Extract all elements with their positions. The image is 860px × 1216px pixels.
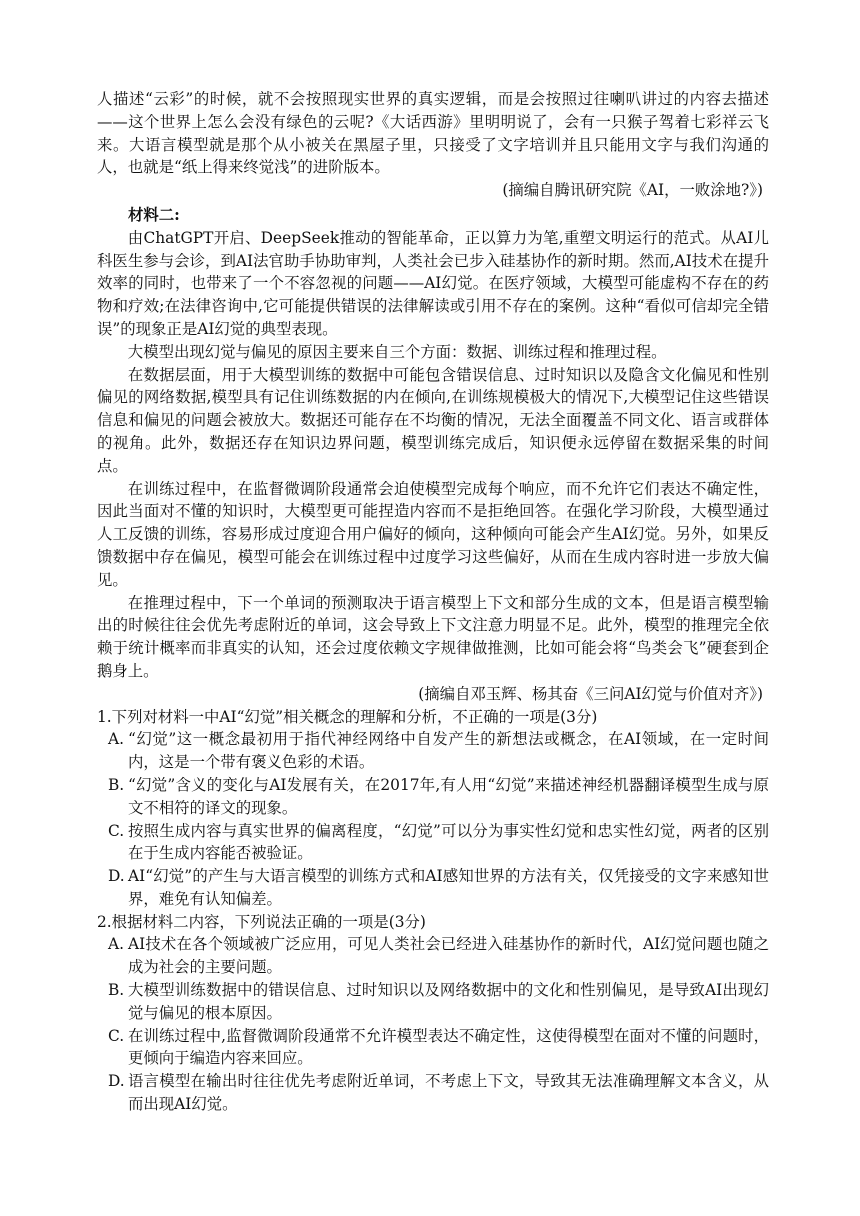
option-d [108, 1070, 769, 1116]
option-text: AI技术在各个领域被广泛应用，可见人类社会已经进入硅基协作的新时代，AI幻觉问题也随之成为社会的主要问题。 [128, 935, 769, 977]
option-letter: B. [108, 775, 125, 794]
option-a [108, 728, 769, 774]
question-stem: 1.下列对材料一中AI“幻觉”相关概念的理解和分析，不正确的一项是(3分) [97, 707, 598, 726]
option-text: 在训练过程中,监督微调阶段通常不允许模型表达不确定性，这使得模型在面对不懂的问题时，更倾向于编造内容来回应。 [128, 1026, 769, 1068]
material2-source: (摘编自邓玉辉、杨其奋《三问AI幻觉与价值对齐》) [418, 684, 763, 703]
option-letter: C. [108, 821, 125, 840]
option-text: “幻觉”含义的变化与AI发展有关，在2017年,有人用“幻觉”来描述神经机器翻译模型生成与原文不相符的译文的现象。 [128, 775, 769, 817]
option-d [108, 865, 769, 911]
option-c [108, 1025, 769, 1071]
option-text: “幻觉”这一概念最初用于指代神经网络中自发产生的新想法或概念，在AI领域，在一定时间内，这是一个带有褒义色彩的术语。 [128, 730, 769, 772]
option-letter: B. [108, 981, 125, 1000]
option-letter: D. [108, 867, 125, 886]
material2-paragraph: 在训练过程中，在监督微调阶段通常会迫使模型完成每个响应，而不允许它们表达不确定性，因此当面对不懂的知识时，大模型更可能捏造内容而不是拒绝回答。在强化学习阶段，大模型通过人工反馈的训练，容易形成过度迎合用户偏好的倾向，这种倾向可能会产生AI幻觉。另外，如果反馈数据中存在偏见，模型可能会在训练过程中过度学习这些偏好，从而在生成内容时进一步放大偏见。 [97, 479, 769, 589]
option-b [108, 774, 769, 820]
question-stem: 2.根据材料二内容，下列说法正确的一项是(3分) [97, 912, 426, 931]
option-letter: A. [108, 730, 125, 749]
document-page [97, 88, 769, 1116]
material2-paragraph: 大模型出现幻觉与偏见的原因主要来自三个方面：数据、训练过程和推理过程。 [127, 342, 667, 361]
material2-paragraph: 在数据层面，用于大模型训练的数据中可能包含错误信息、过时知识以及隐含文化偏见和性别偏见的网络数据,模型具有记住训练数据的内在倾向,在训练规模极大的情况下,大模型记住这些错误信息和偏见的问题会被放大。数据还可能存在不均衡的情况，无法全面覆盖不同文化、语言或群体的视角。此外，数据还存在知识边界问题，模型训练完成后，知识便永远停留在数据采集的时间点。 [97, 365, 769, 475]
material1-tail-paragraph: 人描述“云彩”的时候，就不会按照现实世界的真实逻辑，而是会按照过往喇叭讲过的内容去描述——这个世界上怎么会没有绿色的云呢?《大话西游》里明明说了，会有一只猴子驾着七彩祥云飞来。大语言模型就是那个从小被关在黑屋子里，只接受了文字培训并且只能用文字与我们沟通的人，也就是“纸上得来终觉浅”的进阶版本。 [97, 90, 769, 177]
option-b [108, 979, 769, 1025]
option-text: AI“幻觉”的产生与大语言模型的训练方式和AI感知世界的方法有关，仅凭接受的文字来感知世界，难免有认知偏差。 [128, 867, 769, 908]
option-letter: A. [108, 935, 125, 954]
question-1 [97, 706, 769, 911]
option-letter: C. [108, 1026, 125, 1045]
option-text: 语言模型在输出时往往优先考虑附近单词，不考虑上下文，导致其无法准确理解文本含义，从而出现AI幻觉。 [128, 1072, 769, 1114]
material2-heading: 材料二: [128, 205, 180, 224]
option-text: 大模型训练数据中的错误信息、过时知识以及网络数据中的文化和性别偏见，是导致AI出现幻觉与偏见的根本原因。 [128, 981, 769, 1022]
option-text: 按照生成内容与真实世界的偏离程度，“幻觉”可以分为事实性幻觉和忠实性幻觉，两者的区别在于生成内容能否被验证。 [128, 821, 769, 863]
material2-paragraph: 在推理过程中，下一个单词的预测取决于语言模型上下文和部分生成的文本，但是语言模型输出的时候往往会优先考虑附近的单词，这会导致上下文注意力明显不足。此外，模型的推理完全依赖于统计概率而非真实的认知，还会过度依赖文字规律做推测，比如可能会将“鸟类会飞”硬套到企鹅身上。 [97, 593, 769, 680]
option-c [108, 820, 769, 866]
option-letter: D. [108, 1072, 125, 1091]
material2-paragraph: 由ChatGPT开启、DeepSeek推动的智能革命，正以算力为笔,重塑文明运行的范式。从AI儿科医生参与会诊，到AI法官助手协助审判，人类社会已步入硅基协作的新时期。然而,AI技术在提升效率的同时，也带来了一个不容忽视的问题——AI幻觉。在医疗领域，大模型可能虚构不存在的药物和疗效;在法律咨询中,它可能提供错误的法律解读或引用不存在的案例。这种“看似可信却完全错误”的现象正是AI幻觉的典型表现。 [97, 228, 769, 338]
question-2 [97, 911, 769, 1116]
option-a [108, 933, 769, 979]
material1-source: (摘编自腾讯研究院《AI，一败涂地?》) [502, 181, 763, 200]
